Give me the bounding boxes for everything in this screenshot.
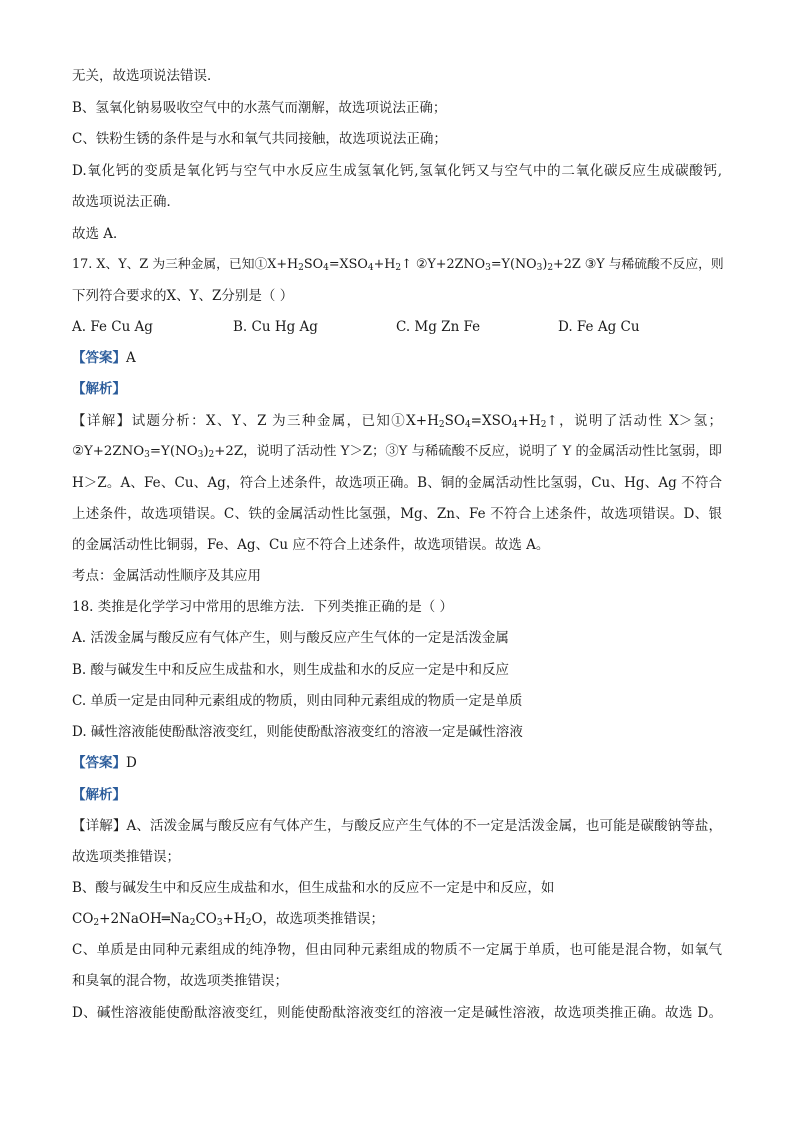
q17-detail-line-5: 的金属活动性比铜弱，Fe、Ag、Cu 应不符合上述条件，故选项错误。故选 A。 <box>72 537 550 553</box>
q18-detail-line-3: B、酸与碱发生中和反应生成盐和水，但生成盐和水的反应不一定是中和反应，如 <box>72 880 555 896</box>
answer-tag: 【答案】 <box>72 755 126 771</box>
q17-answer <box>72 349 722 367</box>
answer-value: A <box>126 350 136 366</box>
q17-analysis-tag: 【解析】 <box>72 381 126 397</box>
q18-answer <box>72 754 722 772</box>
answer-tag: 【答案】 <box>72 350 126 366</box>
q18-stem: 18. 类推是化学学习中常用的思维方法．下列类推正确的是（ ） <box>72 599 454 615</box>
q17-detail-line-4: 上述条件，故选项错误。C、铁的金属活动性比氢强，Mg、Zn、Fe 不符合上述条件，故选项错误。D、银 <box>72 506 722 522</box>
q17-option-b: B. Cu Hg Ag <box>233 319 318 335</box>
prev-line-5: 故选项说法正确． <box>72 194 180 210</box>
q17-options <box>72 318 722 336</box>
q18-detail-line-4: C、单质是由同种元素组成的纯净物，但由同种元素组成的物质不一定属于单质，也可能是混合物，如氧气 <box>72 942 722 958</box>
q18-detail-line-2: 故选项类推错误； <box>72 849 180 865</box>
q17-kaodian: 考点：金属活动性顺序及其应用 <box>72 568 261 584</box>
q17-stem-line-2: 下列符合要求的X、Y、Z分别是（ ） <box>72 288 294 304</box>
q18-option-d: D. 碱性溶液能使酚酞溶液变红，则能使酚酞溶液变红的溶液一定是碱性溶液 <box>72 724 523 740</box>
prev-line-6: 故选 A． <box>72 226 127 242</box>
prev-line-1: 无关，故选项说法错误． <box>72 68 221 84</box>
q18-equation-line: $CO_2+2NaOH═Na_2CO_3+H_2O$，故选项类推错误； <box>72 911 385 928</box>
q17-option-c: C. Mg Zn Fe <box>396 319 481 335</box>
q18-detail-line-5: 和臭氧的混合物，故选项类推错误； <box>72 973 288 989</box>
q18-option-b: B. 酸与碱发生中和反应生成盐和水，则生成盐和水的反应一定是中和反应 <box>72 662 510 678</box>
prev-line-2: B、氢氧化钠易吸收空气中的水蒸气而潮解，故选项说法正确； <box>72 100 447 116</box>
q17-option-d: D. Fe Ag Cu <box>558 319 640 335</box>
q18-detail-line-6: D、碱性溶液能使酚酞溶液变红，则能使酚酞溶液变红的溶液一定是碱性溶液，故选项类推正确。故选 D。 <box>72 1005 722 1021</box>
q17-detail-line-1: 【详解】试题分析：X、Y、Z 为三种金属，已知$①X+H_2SO_4=XSO_4+H_2↑$，说明了活动性 X＞氢； <box>72 413 722 430</box>
q18-option-c: C. 单质一定是由同种元素组成的物质，则由同种元素组成的物质一定是单质 <box>72 693 523 709</box>
answer-value: D <box>126 755 137 771</box>
q17-stem-line-1: 17. X、Y、Z 为三种金属，已知$①X+H_2SO_4=XSO_4+H_2↑$ $②Y+2ZNO_3=Y(NO_3)_2+2Z$ ③Y 与稀硫酸不反应，则 <box>72 257 724 273</box>
q17-detail-line-2: $②Y+2ZNO_3=Y(NO_3)_2+2Z$，说明了活动性 Y＞Z；③Y 与稀硫酸不反应，说明了 Y 的金属活动性比氢弱，即 <box>72 444 722 460</box>
q17-option-a: A. Fe Cu Ag <box>72 319 153 335</box>
prev-line-3: C、铁粉生锈的条件是与水和氧气共同接触，故选项说法正确； <box>72 131 447 147</box>
q18-detail-line-1: 【详解】A、活泼金属与酸反应有气体产生，与酸反应产生气体的不一定是活泼金属，也可能是碳酸钠等盐， <box>72 818 723 834</box>
q18-analysis-tag: 【解析】 <box>72 787 126 803</box>
q18-option-a: A. 活泼金属与酸反应有气体产生，则与酸反应产生气体的一定是活泼金属 <box>72 630 509 646</box>
prev-line-4: D.氧化钙的变质是氧化钙与空气中水反应生成氢氧化钙,氢氧化钙又与空气中的二氧化碳反应生成碳酸钙, <box>72 163 722 179</box>
q17-detail-line-3: H＞Z。A、Fe、Cu、Ag，符合上述条件，故选项正确。B、铜的金属活动性比氢弱，Cu、Hg、Ag 不符合 <box>72 475 722 491</box>
